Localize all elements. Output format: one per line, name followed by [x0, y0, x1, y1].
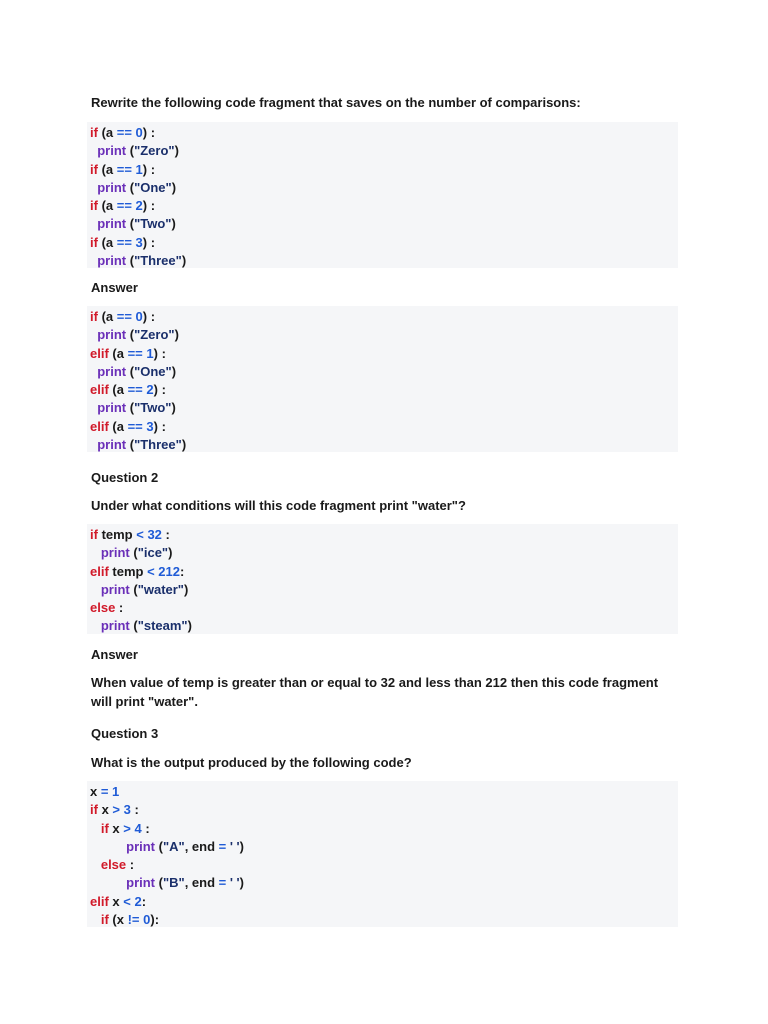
- code-line: [90, 838, 678, 856]
- code-line: [90, 252, 678, 270]
- code-token: if: [90, 234, 98, 250]
- code-token: [90, 582, 101, 597]
- code-line: [90, 801, 678, 819]
- code-token: "B": [162, 875, 185, 891]
- code-token: 3: [120, 802, 131, 818]
- code-token: x: [108, 893, 124, 909]
- code-line: [90, 526, 678, 544]
- q3-heading: Question 3: [91, 726, 159, 741]
- code-token: ==: [127, 382, 143, 398]
- code-token: print: [100, 581, 130, 597]
- code-token: print: [100, 545, 130, 561]
- code-line: [90, 617, 678, 635]
- code-token: (: [129, 581, 138, 597]
- code-token: =: [218, 875, 227, 891]
- code-token: print: [97, 143, 127, 159]
- code-token: if: [90, 527, 98, 542]
- q3-prompt: What is the output produced by the following code?: [91, 755, 412, 770]
- code-token: else: [100, 857, 127, 873]
- q1-prompt: Rewrite the following code fragment that saves on the number of comparisons:: [91, 95, 581, 110]
- code-line: [90, 436, 678, 454]
- code-token: elif: [90, 418, 109, 434]
- code-token: x: [108, 820, 124, 836]
- code-token: [90, 857, 101, 872]
- code-token: ) :: [142, 161, 156, 177]
- code-token: if: [100, 912, 109, 928]
- code-token: print: [126, 875, 156, 891]
- code-token: (: [129, 618, 138, 634]
- code-token: if: [100, 820, 109, 836]
- code-token: :: [161, 527, 170, 542]
- code-token: ): [239, 875, 244, 891]
- code-token: "water": [137, 581, 184, 597]
- code-token: (: [126, 327, 135, 343]
- code-token: <: [136, 527, 144, 542]
- code-token: (: [126, 363, 135, 379]
- code-token: 2: [131, 198, 143, 214]
- code-token: ==: [116, 125, 132, 140]
- code-token: "One": [134, 363, 172, 379]
- code-token: 0: [131, 125, 143, 140]
- code-token: (a: [108, 418, 128, 434]
- code-token: (a: [97, 309, 117, 324]
- code-line: [90, 874, 678, 892]
- code-token: print: [97, 400, 127, 416]
- code-line: [90, 418, 678, 436]
- code-token: >: [112, 802, 121, 818]
- code-token: (a: [97, 125, 117, 140]
- code-token: print: [100, 618, 130, 634]
- code-token: ): [181, 437, 187, 453]
- code-token: 3: [131, 234, 143, 250]
- code-token: ) :: [153, 418, 166, 434]
- code-token: "ice": [137, 545, 169, 561]
- code-line: [90, 142, 678, 160]
- code-line: [90, 581, 678, 599]
- code-token: temp: [108, 563, 148, 579]
- code-token: 32: [143, 527, 162, 542]
- code-token: ): [171, 216, 176, 232]
- code-token: >: [123, 820, 131, 836]
- code-token: 212: [154, 563, 180, 579]
- code-token: =: [100, 784, 109, 799]
- code-token: ):: [150, 912, 160, 928]
- code-token: "Zero": [134, 327, 175, 343]
- code-line: [90, 326, 678, 344]
- code-token: (a: [108, 382, 128, 398]
- code-token: 2: [130, 893, 142, 909]
- code-token: (: [126, 400, 135, 416]
- code-token: [90, 912, 101, 927]
- code-token: (: [126, 216, 135, 232]
- code-token: :: [126, 857, 135, 873]
- code-token: x: [90, 784, 101, 799]
- code-token: 1: [142, 345, 154, 361]
- code-token: :: [115, 600, 124, 616]
- code-line: [90, 215, 678, 233]
- code-line: [90, 856, 678, 874]
- code-token: elif: [90, 382, 109, 398]
- code-token: :: [180, 563, 185, 579]
- code-token: "One": [134, 179, 172, 195]
- code-token: (a: [97, 234, 117, 250]
- code-token: 3: [142, 418, 154, 434]
- code-token: , end: [184, 875, 219, 891]
- code-token: 4: [130, 820, 142, 836]
- code-token: :: [141, 820, 150, 836]
- code-line: [90, 363, 678, 381]
- code-token: ): [181, 253, 187, 269]
- code-line: [90, 783, 678, 801]
- code-token: ): [171, 363, 177, 379]
- code-token: 0: [131, 309, 143, 324]
- code-token: ): [174, 143, 179, 159]
- code-token: ==: [116, 198, 132, 214]
- q2-answer-label: Answer: [91, 647, 138, 662]
- code-token: ): [171, 179, 177, 195]
- code-token: print: [97, 179, 127, 195]
- code-token: =: [218, 838, 227, 854]
- code-token: ): [239, 838, 244, 854]
- code-token: if: [90, 125, 98, 140]
- code-token: print: [126, 838, 156, 854]
- code-token: "Zero": [134, 143, 175, 159]
- code-line: [90, 381, 678, 399]
- code-line: [90, 345, 678, 363]
- code-token: "Two": [134, 216, 172, 232]
- code-token: :: [130, 802, 139, 818]
- code-token: (: [155, 838, 163, 854]
- code-token: "Three": [134, 253, 182, 269]
- q3-code-block: [87, 781, 678, 927]
- code-token: if: [90, 309, 98, 324]
- code-token: elif: [90, 893, 109, 909]
- code-token: [90, 618, 101, 633]
- q1-code-block: [87, 122, 678, 268]
- code-token: (: [126, 437, 135, 453]
- code-token: ) :: [142, 125, 156, 140]
- code-token: ) :: [142, 198, 156, 214]
- q2-code-block: [87, 524, 678, 634]
- code-token: ==: [116, 161, 132, 177]
- code-token: ): [183, 581, 189, 597]
- code-line: [90, 911, 678, 929]
- q2-answer-text: When value of temp is greater than or equal to 32 and less than 212 then this code fragment will print "water".: [91, 675, 659, 709]
- code-token: (a: [97, 161, 117, 177]
- code-token: (: [126, 143, 135, 159]
- code-token: ) :: [153, 382, 166, 398]
- code-token: 2: [142, 382, 154, 398]
- code-token: else: [90, 600, 116, 616]
- q1-answer-label: Answer: [91, 280, 138, 295]
- code-token: , end: [184, 838, 219, 854]
- code-line: [90, 399, 678, 417]
- code-token: [90, 839, 126, 854]
- code-token: if: [90, 198, 98, 214]
- code-line: [90, 563, 678, 581]
- code-token: (a: [108, 345, 128, 361]
- code-token: ): [174, 327, 179, 343]
- code-token: (: [126, 179, 135, 195]
- code-line: [90, 234, 678, 252]
- code-token: x: [97, 802, 113, 818]
- code-token: [90, 875, 126, 890]
- code-token: "A": [162, 838, 185, 854]
- code-token: print: [97, 253, 127, 269]
- code-token: temp: [97, 527, 137, 542]
- code-token: ): [171, 400, 176, 416]
- code-token: "Two": [134, 400, 172, 416]
- code-token: :: [141, 893, 147, 909]
- code-token: ): [168, 545, 173, 561]
- code-line: [90, 179, 678, 197]
- code-token: [90, 545, 101, 560]
- code-token: elif: [90, 345, 109, 361]
- code-token: ): [187, 618, 192, 634]
- code-token: "Three": [134, 437, 182, 453]
- code-line: [90, 161, 678, 179]
- code-token: 1: [108, 784, 120, 799]
- code-token: ) :: [142, 234, 156, 250]
- code-line: [90, 820, 678, 838]
- code-token: ==: [116, 234, 132, 250]
- code-token: elif: [90, 563, 109, 579]
- code-token: (: [155, 875, 163, 891]
- code-token: 0: [139, 912, 151, 928]
- q2-heading: Question 2: [91, 470, 159, 485]
- code-token: 1: [131, 161, 143, 177]
- code-token: ' ': [226, 875, 240, 891]
- code-token: ) :: [153, 345, 166, 361]
- code-token: <: [123, 893, 131, 909]
- code-token: (: [126, 253, 135, 269]
- code-token: print: [97, 327, 127, 343]
- code-token: ==: [116, 309, 132, 324]
- code-token: if: [90, 161, 98, 177]
- code-token: !=: [127, 912, 140, 928]
- code-token: print: [97, 216, 127, 232]
- q2-prompt: Under what conditions will this code fragment print "water"?: [91, 498, 466, 513]
- code-token: <: [147, 563, 155, 579]
- code-line: [90, 308, 678, 326]
- code-token: ==: [127, 418, 143, 434]
- code-line: [90, 544, 678, 562]
- code-token: (x: [108, 912, 128, 928]
- code-token: print: [97, 437, 127, 453]
- code-line: [90, 197, 678, 215]
- code-token: ) :: [142, 309, 156, 324]
- code-token: (a: [97, 198, 117, 214]
- code-token: ==: [127, 345, 143, 361]
- code-line: [90, 124, 678, 142]
- code-token: ' ': [226, 838, 240, 854]
- code-token: (: [129, 545, 138, 561]
- code-token: "steam": [137, 618, 188, 634]
- code-token: [90, 821, 101, 836]
- code-line: [90, 893, 678, 911]
- code-token: if: [90, 802, 98, 818]
- code-line: [90, 599, 678, 617]
- q1-answer-code-block: [87, 306, 678, 452]
- code-token: print: [97, 363, 127, 379]
